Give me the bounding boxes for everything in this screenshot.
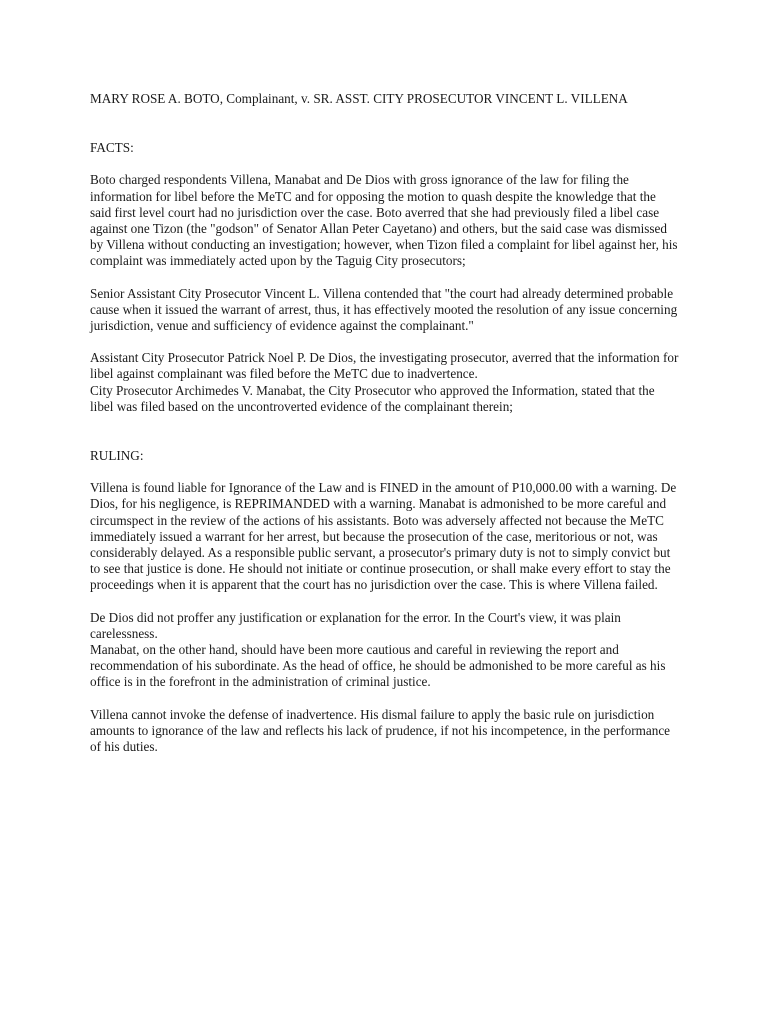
facts-paragraph: City Prosecutor Archimedes V. Manabat, the City Prosecutor who approved the Information, stated that the libel was filed based on the uncontroverted evidence of the complainant therein; [90,382,655,414]
ruling-paragraph: Villena cannot invoke the defense of inadvertence. His dismal failure to apply the basic rule on jurisdiction amounts to ignorance of the law and reflects his lack of prudence, if not his incompetence, in the performance of his duties. [90,706,671,755]
spacer [90,270,680,286]
spacer [90,464,680,480]
ruling-heading: RULING: [90,448,144,464]
ruling-paragraph: Manabat, on the other hand, should have been more cautious and careful in reviewing the report and recommendation of his subordinate. As the head of office, he should be admonished to be more careful as his office is in the forefront in the administration of criminal justice. [90,642,666,690]
ruling-paragraph: Villena is found liable for Ignorance of the Law and is FINED in the amount of P10,000.00 with a warning. De Dios, for his negligence, is REPRIMANDED with a warning. Manabat is admonished to be more careful and circumspect in the review of the actions of his assistants. Boto was adversely affected not because the MeTC immediately issued a warrant for her arrest, but because the prosecution of the case, meritorious or not, was considerably delayed. As a responsible public servant, a prosecutor's primary duty is not to simply convict but to see that justice is done. He should not initiate or continue prosecution, or shall make every effort to stay the proceedings when it is apparent that the court has no jurisdiction over the case. This is where Villena failed. [90,480,677,593]
facts-heading: FACTS: [90,140,134,156]
facts-paragraph: Assistant City Prosecutor Patrick Noel P. De Dios, the investigating prosecutor, averred that the information for libel against complainant was filed before the MeTC due to inadvertence. [90,350,679,382]
case-title: MARY ROSE A. BOTO, Complainant, v. SR. ASST. CITY PROSECUTOR VINCENT L. VILLENA [90,91,628,106]
spacer [90,334,680,350]
ruling-paragraph: De Dios did not proffer any justification or explanation for the error. In the Court's view, it was plain carelessness. [90,609,621,641]
spacer [90,156,680,172]
document-page [90,91,680,755]
spacer [90,415,680,448]
spacer [90,691,680,707]
spacer [90,107,680,140]
spacer [90,594,680,610]
facts-paragraph: Senior Assistant City Prosecutor Vincent L. Villena contended that "the court had already determined probable cause when it issued the warrant of arrest, thus, it has effectively mooted the resolution of any issue concerning jurisdiction, venue and sufficiency of evidence against the complainant." [90,285,678,334]
facts-paragraph: Boto charged respondents Villena, Manabat and De Dios with gross ignorance of the law for filing the information for libel before the MeTC and for opposing the motion to quash despite the knowledge that the said first level court had no jurisdiction over the case. Boto averred that she had previously filed a libel case against one Tizon (the "godson" of Senator Allan Peter Cayetano) and others, but the said case was dismissed by Villena without conducting an investigation; however, when Tizon filed a complaint for libel against her, his complaint was immediately acted upon by the Taguig City prosecutors; [90,172,678,269]
